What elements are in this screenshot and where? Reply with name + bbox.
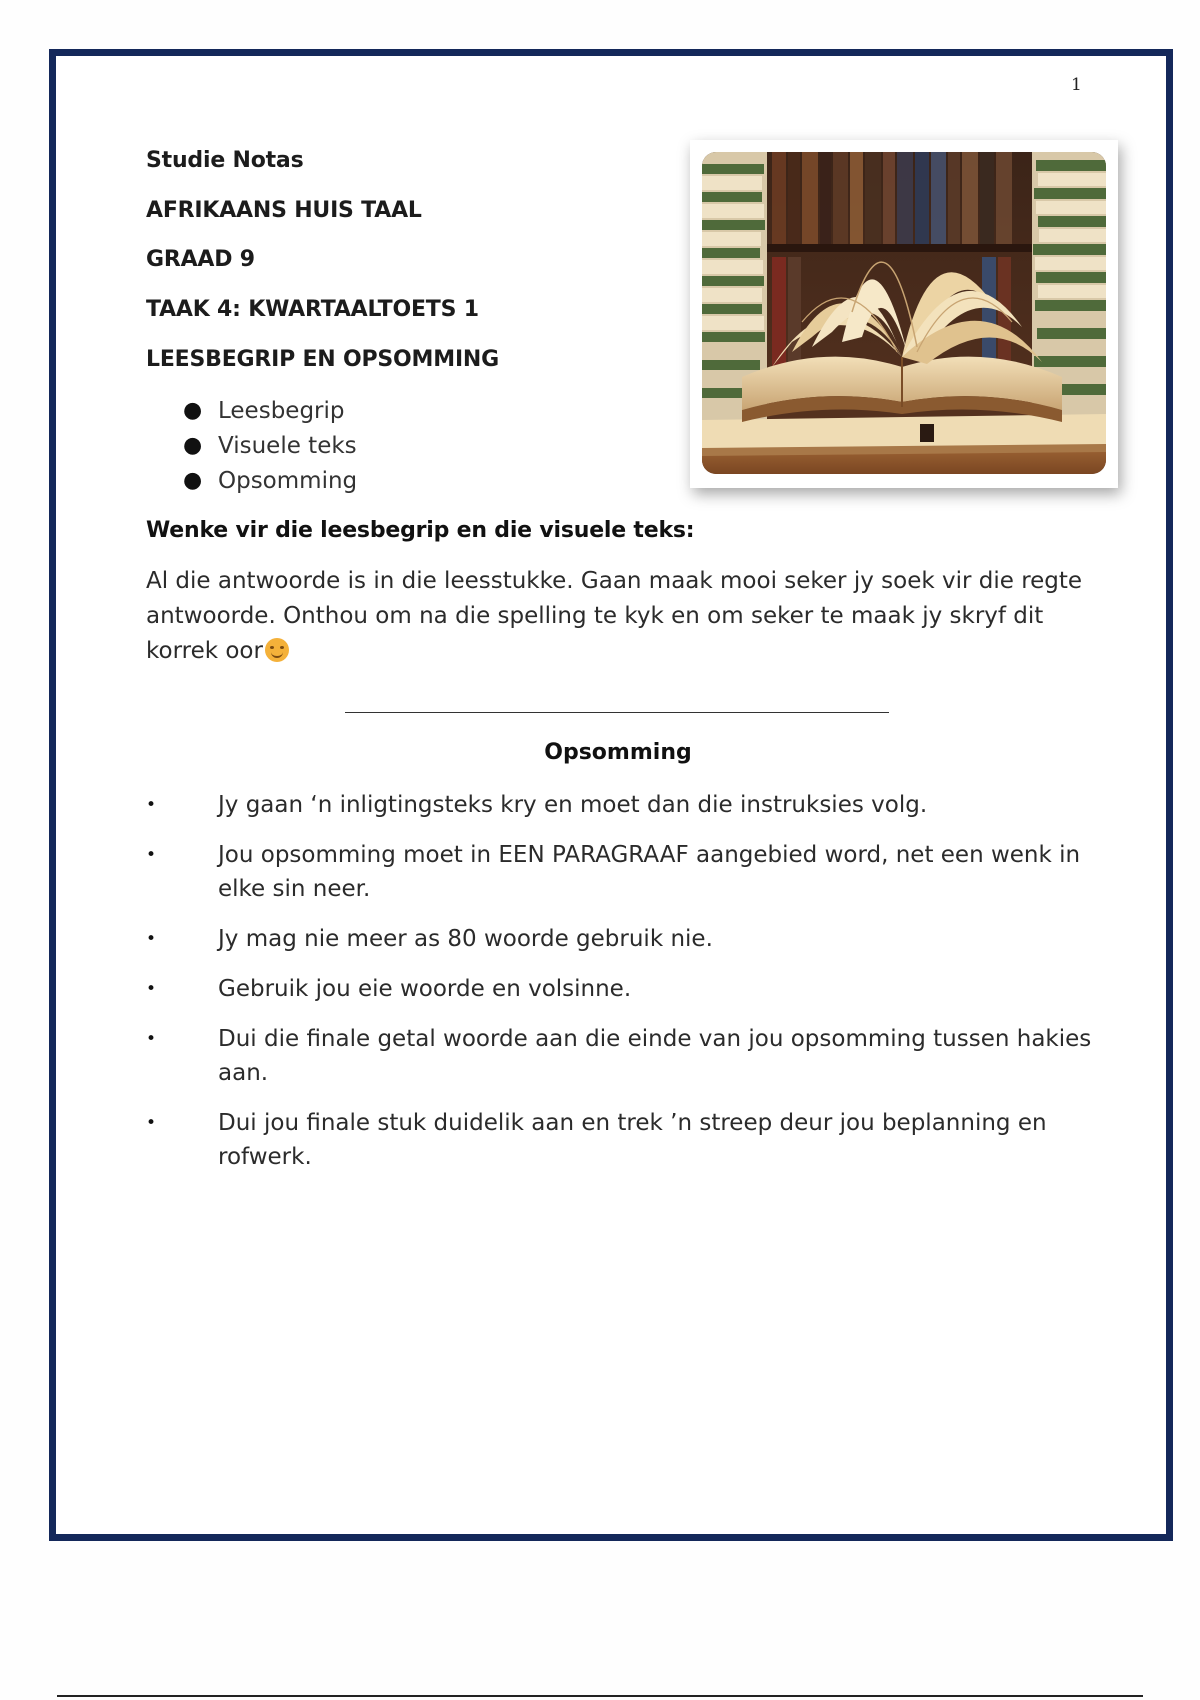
bullet-icon: • [146, 979, 157, 999]
topic-label: Visuele teks [218, 433, 357, 459]
doc-title: Studie Notas [146, 148, 304, 173]
instruction-text: Dui jou finale stuk duidelik aan en trek ’n streep deur jou beplanning en rofwerk. [218, 1110, 1047, 1170]
tips-paragraph [146, 564, 1106, 669]
bullet-icon: • [146, 845, 157, 865]
list-item [175, 466, 357, 501]
bullet-icon: ● [183, 433, 203, 458]
task-heading: TAAK 4: KWARTAALTOETS 1 [146, 297, 479, 322]
instruction-text: Dui die finale getal woorde aan die einde van jou opsomming tussen hakies aan. [218, 1026, 1092, 1086]
page-number: 1 [1071, 75, 1082, 95]
list-item [146, 788, 1106, 822]
list-item [146, 972, 1106, 1006]
bullet-icon: • [146, 1113, 157, 1133]
topic-label: Leesbegrip [218, 398, 345, 424]
list-item [175, 396, 357, 431]
list-item [146, 1106, 1106, 1174]
list-item [146, 922, 1106, 956]
summary-title: Opsomming [544, 740, 692, 765]
grade-heading: GRAAD 9 [146, 247, 255, 272]
bullet-icon: ● [183, 398, 203, 423]
topic-list [175, 396, 357, 501]
tips-title: Wenke vir die leesbegrip en die visuele teks: [146, 518, 695, 543]
topic-label: Opsomming [218, 468, 358, 494]
subject-heading: AFRIKAANS HUIS TAAL [146, 198, 422, 223]
tips-body-text: Al die antwoorde is in die leesstukke. Gaan maak mooi seker jy soek vir die regte antwoorde. Onthou om na die spelling te kyk en om seker te maak jy skryf dit korrek oor [146, 568, 1083, 664]
list-item [146, 838, 1106, 906]
instruction-text: Gebruik jou eie woorde en volsinne. [218, 976, 632, 1002]
books-photo [690, 140, 1118, 488]
instruction-text: Jou opsomming moet in EEN PARAGRAAF aangebied word, net een wenk in elke sin neer. [218, 842, 1081, 902]
open-books-illustration [702, 152, 1106, 474]
footer-rule [57, 1695, 1143, 1697]
smiley-face-icon [265, 638, 289, 662]
bullet-icon: • [146, 929, 157, 949]
instruction-text: Jy gaan ‘n inligtingsteks kry en moet dan die instruksies volg. [218, 792, 928, 818]
instruction-text: Jy mag nie meer as 80 woorde gebruik nie. [218, 926, 713, 952]
bullet-icon: • [146, 1029, 157, 1049]
topic-heading: LEESBEGRIP EN OPSOMMING [146, 347, 499, 372]
bullet-icon: ● [183, 468, 203, 493]
instruction-list [146, 788, 1106, 1190]
bullet-icon: • [146, 795, 157, 815]
section-divider [345, 712, 889, 713]
list-item [175, 431, 357, 466]
list-item [146, 1022, 1106, 1090]
